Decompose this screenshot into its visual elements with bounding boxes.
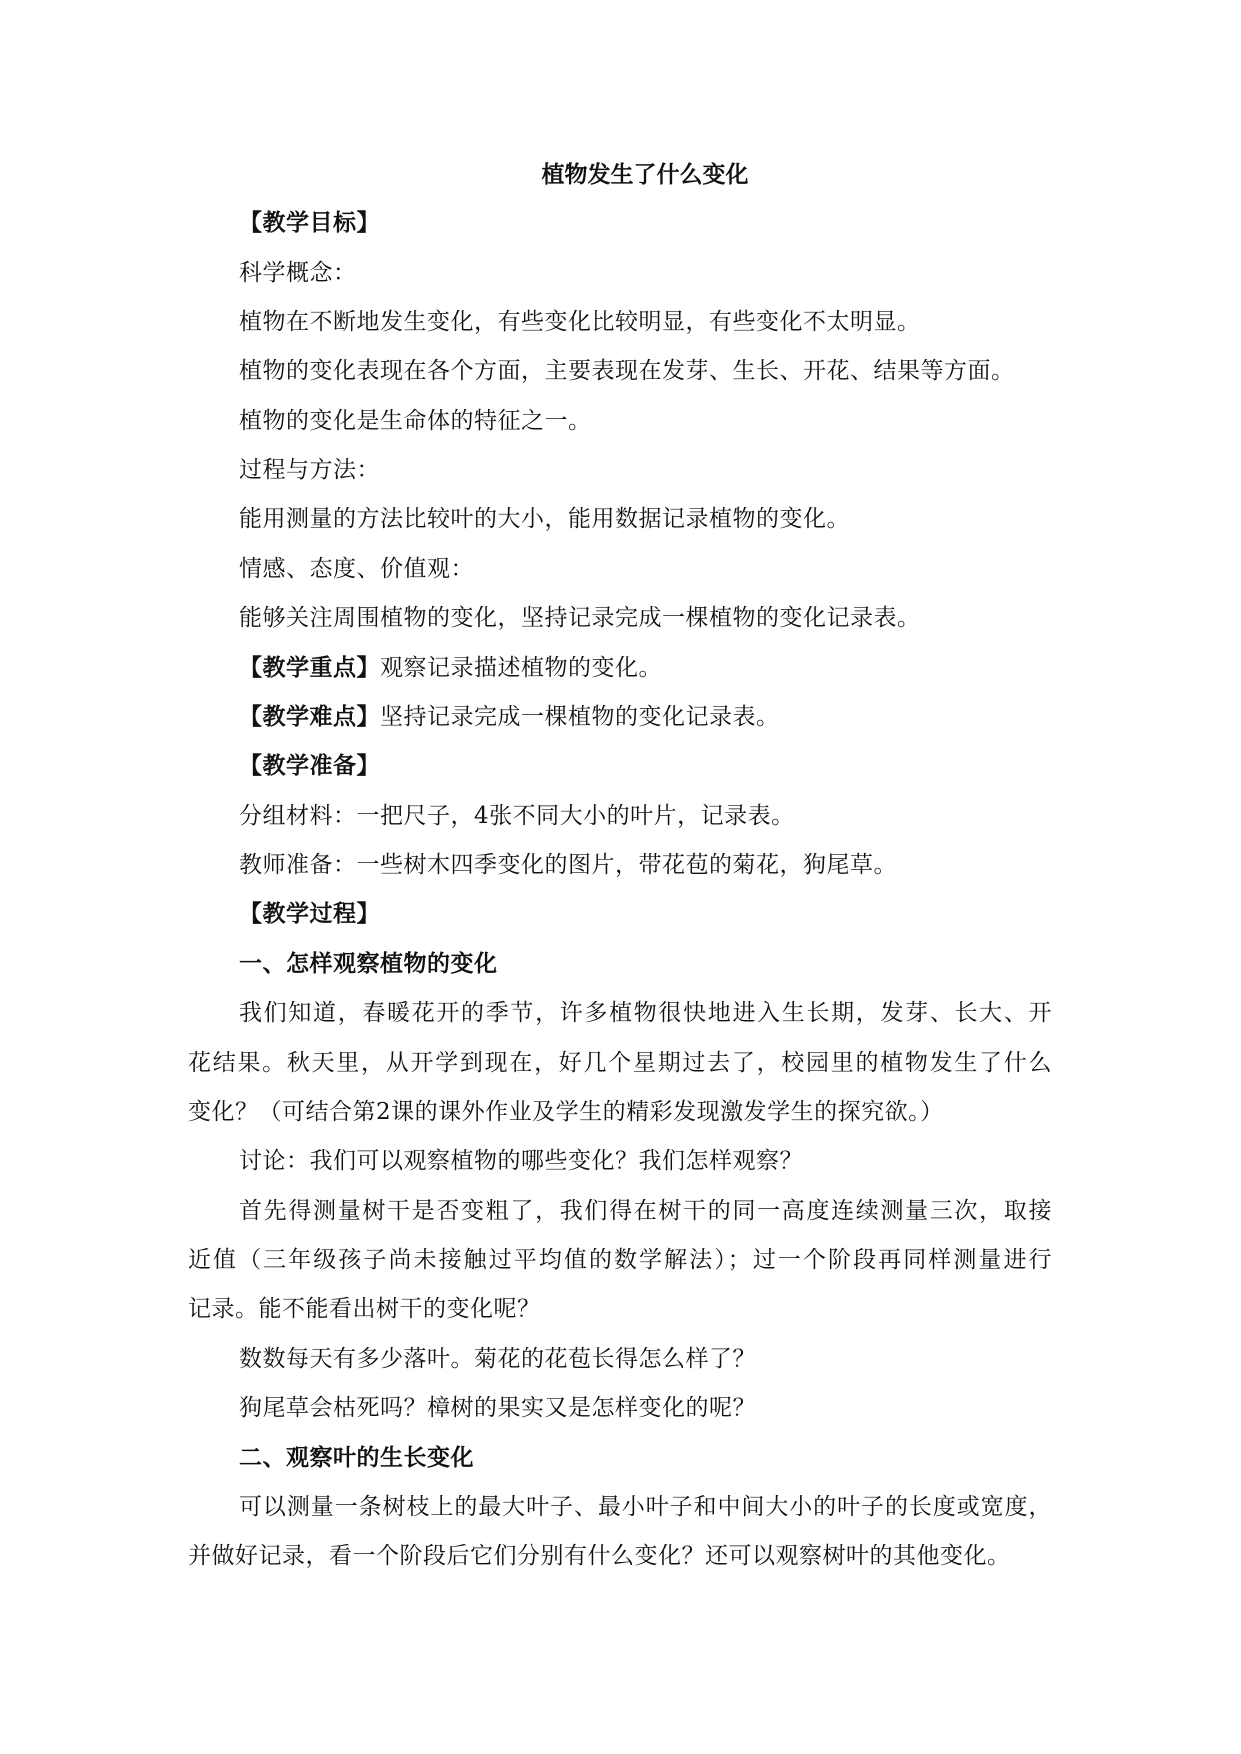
difficulty-text: 坚持记录完成一棵植物的变化记录表。 xyxy=(380,704,780,730)
s1-paragraph2: 讨论：我们可以观察植物的哪些变化？我们怎样观察？ xyxy=(239,1148,803,1174)
key-point-label: 【教学重点】 xyxy=(239,654,380,681)
concept-line-2: 植物的变化表现在各个方面，主要表现在发芽、生长、开花、结果等方面。 xyxy=(239,358,1015,384)
s1-paragraph1-line3: 变化？（可结合第2课的课外作业及学生的精彩发现激发学生的探究欲。） xyxy=(188,1099,944,1125)
s2-paragraph1-line1: 可以测量一条树枝上的最大叶子、最小叶子和中间大小的叶子的长度或宽度， xyxy=(239,1494,1052,1520)
s1-paragraph3-line3: 记录。能不能看出树干的变化呢？ xyxy=(188,1296,541,1322)
page-title: 植物发生了什么变化 xyxy=(541,161,749,188)
s1-paragraph4: 数数每天有多少落叶。菊花的花苞长得怎么样了？ xyxy=(239,1346,756,1372)
key-point-text: 观察记录描述植物的变化。 xyxy=(380,655,662,681)
s1-paragraph3-line2: 近值（三年级孩子尚未接触过平均值的数学解法）；过一个阶段再同样测量进行 xyxy=(188,1247,1052,1273)
process-label: 过程与方法： xyxy=(239,457,380,483)
key-point xyxy=(239,651,662,685)
concept-line-1: 植物在不断地发生变化，有些变化比较明显，有些变化不太明显。 xyxy=(239,309,921,335)
difficulty xyxy=(239,700,780,734)
s1-paragraph1-line2: 花结果。秋天里，从开学到现在，好几个星期过去了，校园里的植物发生了什么 xyxy=(188,1050,1052,1076)
section2-heading: 二、观察叶的生长变化 xyxy=(239,1444,474,1471)
concept-line-3: 植物的变化是生命体的特征之一。 xyxy=(239,408,592,434)
objectives-heading: 【教学目标】 xyxy=(239,209,380,236)
s1-paragraph1-line1: 我们知道，春暖花开的季节，许多植物很快地进入生长期，发芽、长大、开 xyxy=(239,1000,1052,1026)
s1-paragraph5: 狗尾草会枯死吗？樟树的果实又是怎样变化的呢？ xyxy=(239,1395,756,1421)
process-line-1: 能用测量的方法比较叶的大小，能用数据记录植物的变化。 xyxy=(239,506,850,532)
attitude-line-1: 能够关注周围植物的变化，坚持记录完成一棵植物的变化记录表。 xyxy=(239,605,921,631)
prep-heading: 【教学准备】 xyxy=(239,752,380,779)
prep-group-line: 分组材料：一把尺子，4张不同大小的叶片，记录表。 xyxy=(239,803,795,829)
section1-heading: 一、怎样观察植物的变化 xyxy=(239,950,498,977)
concept-label: 科学概念： xyxy=(239,260,357,286)
prep-teacher-line: 教师准备：一些树木四季变化的图片，带花苞的菊花，狗尾草。 xyxy=(239,852,897,878)
difficulty-label: 【教学难点】 xyxy=(239,703,380,730)
s2-paragraph1-line2: 并做好记录，看一个阶段后它们分别有什么变化？还可以观察树叶的其他变化。 xyxy=(188,1543,1011,1569)
process-heading: 【教学过程】 xyxy=(239,900,380,927)
s1-paragraph3-line1: 首先得测量树干是否变粗了，我们得在树干的同一高度连续测量三次，取接 xyxy=(239,1198,1052,1224)
attitude-label: 情感、态度、价值观： xyxy=(239,556,474,582)
